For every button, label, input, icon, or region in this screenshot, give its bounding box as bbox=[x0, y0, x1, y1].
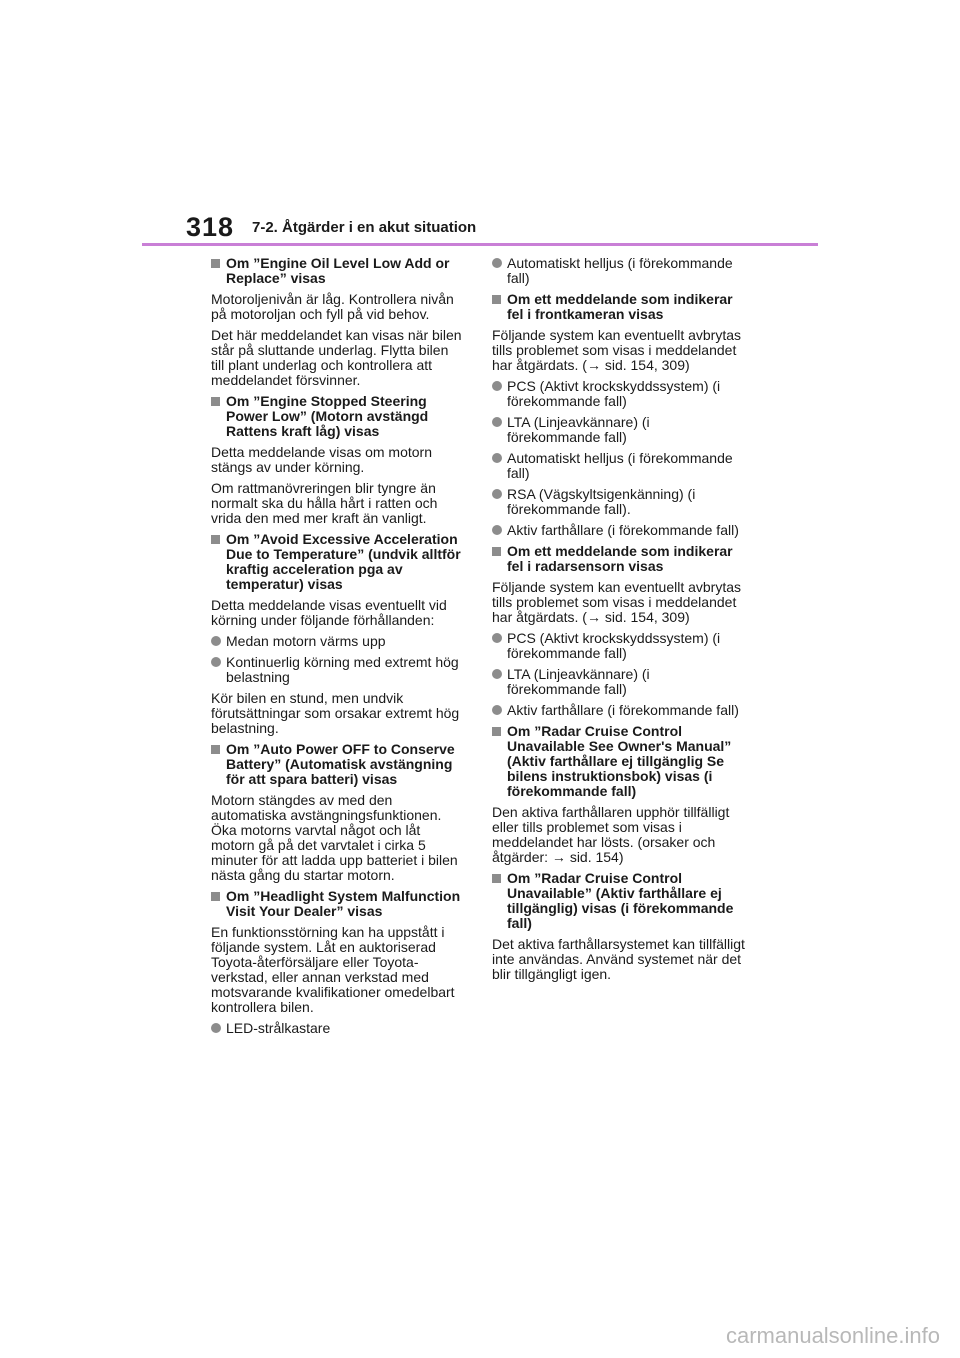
list-item bbox=[492, 703, 746, 718]
page-number: 318 bbox=[186, 212, 235, 242]
list-item-text: Aktiv farthållare (i förekommande fall) bbox=[507, 702, 739, 718]
list-item-text: LTA (Linjeavkännare) (i förekommande fall) bbox=[507, 666, 650, 697]
circle-bullet-icon bbox=[492, 525, 502, 535]
paragraph-text: Kör bilen en stund, men undvik förutsättningar som orsakar extremt hög belastning. bbox=[211, 690, 460, 736]
circle-bullet-icon bbox=[492, 489, 502, 499]
list-item bbox=[492, 415, 746, 445]
heading-text: Om ”Avoid Excessive Acceleration Due to Temperature” (undvik alltför kraftig acceleration pga av temperatur) visas bbox=[226, 531, 461, 592]
circle-bullet-icon bbox=[211, 657, 221, 667]
page-header bbox=[0, 0, 960, 250]
heading-text: Om ett meddelande som indikerar fel i radarsensorn visas bbox=[507, 543, 733, 574]
square-bullet-icon bbox=[211, 745, 220, 754]
paragraph-text: Motorn stängdes av med den automatiska avstängningsfunktionen. Öka motorns varvtal något och låt motorn gå på det varvtalet i cirka 5 minuter för att ladda upp batteriet i bilen nästa gång du startar motorn. bbox=[211, 792, 458, 883]
square-bullet-icon bbox=[492, 727, 501, 736]
square-bullet-icon bbox=[211, 397, 220, 406]
square-bullet-icon bbox=[211, 535, 220, 544]
section-title: 7-2. Åtgärder i en akut situation bbox=[252, 219, 477, 236]
list-item bbox=[492, 667, 746, 697]
list-item bbox=[492, 451, 746, 481]
list-item-text: PCS (Aktivt krockskyddssystem) (i förekommande fall) bbox=[507, 378, 721, 409]
circle-bullet-icon bbox=[211, 1023, 221, 1033]
paragraph bbox=[211, 691, 465, 736]
list-item-text: Automatiskt helljus (i förekommande fall) bbox=[507, 255, 733, 286]
paragraph bbox=[211, 292, 465, 322]
paragraph-text: Detta meddelande visas om motorn stängs av under körning. bbox=[211, 444, 432, 475]
list-item-text: PCS (Aktivt krockskyddssystem) (i förekommande fall) bbox=[507, 630, 721, 661]
paragraph bbox=[211, 445, 465, 475]
heading-text: Om ett meddelande som indikerar fel i frontkameran visas bbox=[507, 291, 733, 322]
paragraph bbox=[492, 328, 746, 373]
circle-bullet-icon bbox=[211, 636, 221, 646]
list-item bbox=[211, 634, 465, 649]
paragraph bbox=[211, 481, 465, 526]
paragraph bbox=[211, 925, 465, 1015]
square-bullet-icon bbox=[211, 892, 220, 901]
paragraph-text: Det aktiva farthållarsystemet kan tillfälligt inte användas. Använd systemet när det blir tillgängligt igen. bbox=[492, 936, 745, 982]
paragraph-text: Om rattmanövreringen blir tyngre än normalt ska du hålla hårt i ratten och vrida den med mer kraft än vanligt. bbox=[211, 480, 438, 526]
circle-bullet-icon bbox=[492, 669, 502, 679]
list-item bbox=[211, 1021, 465, 1036]
heading-text: Om ”Engine Stopped Steering Power Low” (Motorn avstängd Rattens kraft låg) visas bbox=[226, 393, 429, 439]
section-heading bbox=[211, 889, 465, 919]
right-column bbox=[492, 256, 746, 988]
circle-bullet-icon bbox=[492, 705, 502, 715]
heading-text: Om ”Auto Power OFF to Conserve Battery” (Automatisk avstängning för att spara batteri) visas bbox=[226, 741, 455, 787]
header-rule bbox=[142, 243, 818, 246]
paragraph bbox=[211, 598, 465, 628]
circle-bullet-icon bbox=[492, 633, 502, 643]
square-bullet-icon bbox=[492, 295, 501, 304]
square-bullet-icon bbox=[211, 259, 220, 268]
paragraph bbox=[492, 580, 746, 625]
section-heading bbox=[211, 256, 465, 286]
circle-bullet-icon bbox=[492, 453, 502, 463]
list-item-text: LTA (Linjeavkännare) (i förekommande fall) bbox=[507, 414, 650, 445]
circle-bullet-icon bbox=[492, 381, 502, 391]
paragraph-text: En funktionsstörning kan ha uppstått i följande system. Låt en auktoriserad Toyota-återförsäljare eller Toyota-verkstad, eller annan verkstad med motsvarande kvalifikationer omedelbart kontrollera bilen. bbox=[211, 924, 455, 1015]
paragraph-text: Följande system kan eventuellt avbrytas tills problemet som visas i meddelandet har åtgärdats. (→ sid. 154, 309) bbox=[492, 327, 742, 373]
heading-text: Om ”Radar Cruise Control Unavailable” (Aktiv farthållare ej tillgänglig) visas (i förekommande fall) bbox=[507, 870, 734, 931]
circle-bullet-icon bbox=[492, 258, 502, 268]
paragraph bbox=[211, 328, 465, 388]
section-heading bbox=[492, 544, 746, 574]
paragraph-text: Motoroljenivån är låg. Kontrollera nivån på motoroljan och fyll på vid behov. bbox=[211, 291, 454, 322]
section-heading bbox=[211, 742, 465, 787]
paragraph-text: Detta meddelande visas eventuellt vid körning under följande förhållanden: bbox=[211, 597, 447, 628]
square-bullet-icon bbox=[492, 547, 501, 556]
list-item bbox=[492, 631, 746, 661]
paragraph bbox=[211, 793, 465, 883]
list-item-text: Aktiv farthållare (i förekommande fall) bbox=[507, 522, 739, 538]
list-item-text: Automatiskt helljus (i förekommande fall) bbox=[507, 450, 733, 481]
paragraph bbox=[492, 805, 746, 865]
left-column bbox=[211, 256, 465, 1042]
paragraph-text: Följande system kan eventuellt avbrytas tills problemet som visas i meddelandet har åtgärdats. (→ sid. 154, 309) bbox=[492, 579, 742, 625]
heading-text: Om ”Engine Oil Level Low Add or Replace” visas bbox=[226, 255, 450, 286]
section-heading bbox=[211, 394, 465, 439]
heading-text: Om ”Headlight System Malfunction Visit Your Dealer” visas bbox=[226, 888, 461, 919]
watermark: carmanualsonline.info bbox=[725, 1323, 940, 1348]
square-bullet-icon bbox=[492, 874, 501, 883]
list-item bbox=[211, 655, 465, 685]
list-item-text: RSA (Vägskyltsigenkänning) (i förekommande fall). bbox=[507, 486, 696, 517]
list-item bbox=[492, 256, 746, 286]
paragraph-text: Den aktiva farthållaren upphör tillfälligt eller tills problemet som visas i meddelandet har lösts. (orsaker och åtgärder: → sid. 154) bbox=[492, 804, 730, 865]
paragraph bbox=[492, 937, 746, 982]
heading-text: Om ”Radar Cruise Control Unavailable See Owner's Manual” (Aktiv farthållare ej tillgänglig Se bilens instruktionsbok) visas (i förekommande fall) bbox=[507, 723, 732, 799]
section-heading bbox=[492, 292, 746, 322]
list-item-text: Kontinuerlig körning med extremt hög belastning bbox=[226, 654, 459, 685]
paragraph-text: Det här meddelandet kan visas när bilen står på sluttande underlag. Flytta bilen till plant underlag och kontrollera att meddelandet försvinner. bbox=[211, 327, 462, 388]
section-heading bbox=[211, 532, 465, 592]
list-item-text: LED-strålkastare bbox=[226, 1020, 331, 1036]
list-item-text: Medan motorn värms upp bbox=[226, 633, 386, 649]
section-heading bbox=[492, 724, 746, 799]
section-heading bbox=[492, 871, 746, 931]
list-item bbox=[492, 523, 746, 538]
list-item bbox=[492, 379, 746, 409]
circle-bullet-icon bbox=[492, 417, 502, 427]
list-item bbox=[492, 487, 746, 517]
